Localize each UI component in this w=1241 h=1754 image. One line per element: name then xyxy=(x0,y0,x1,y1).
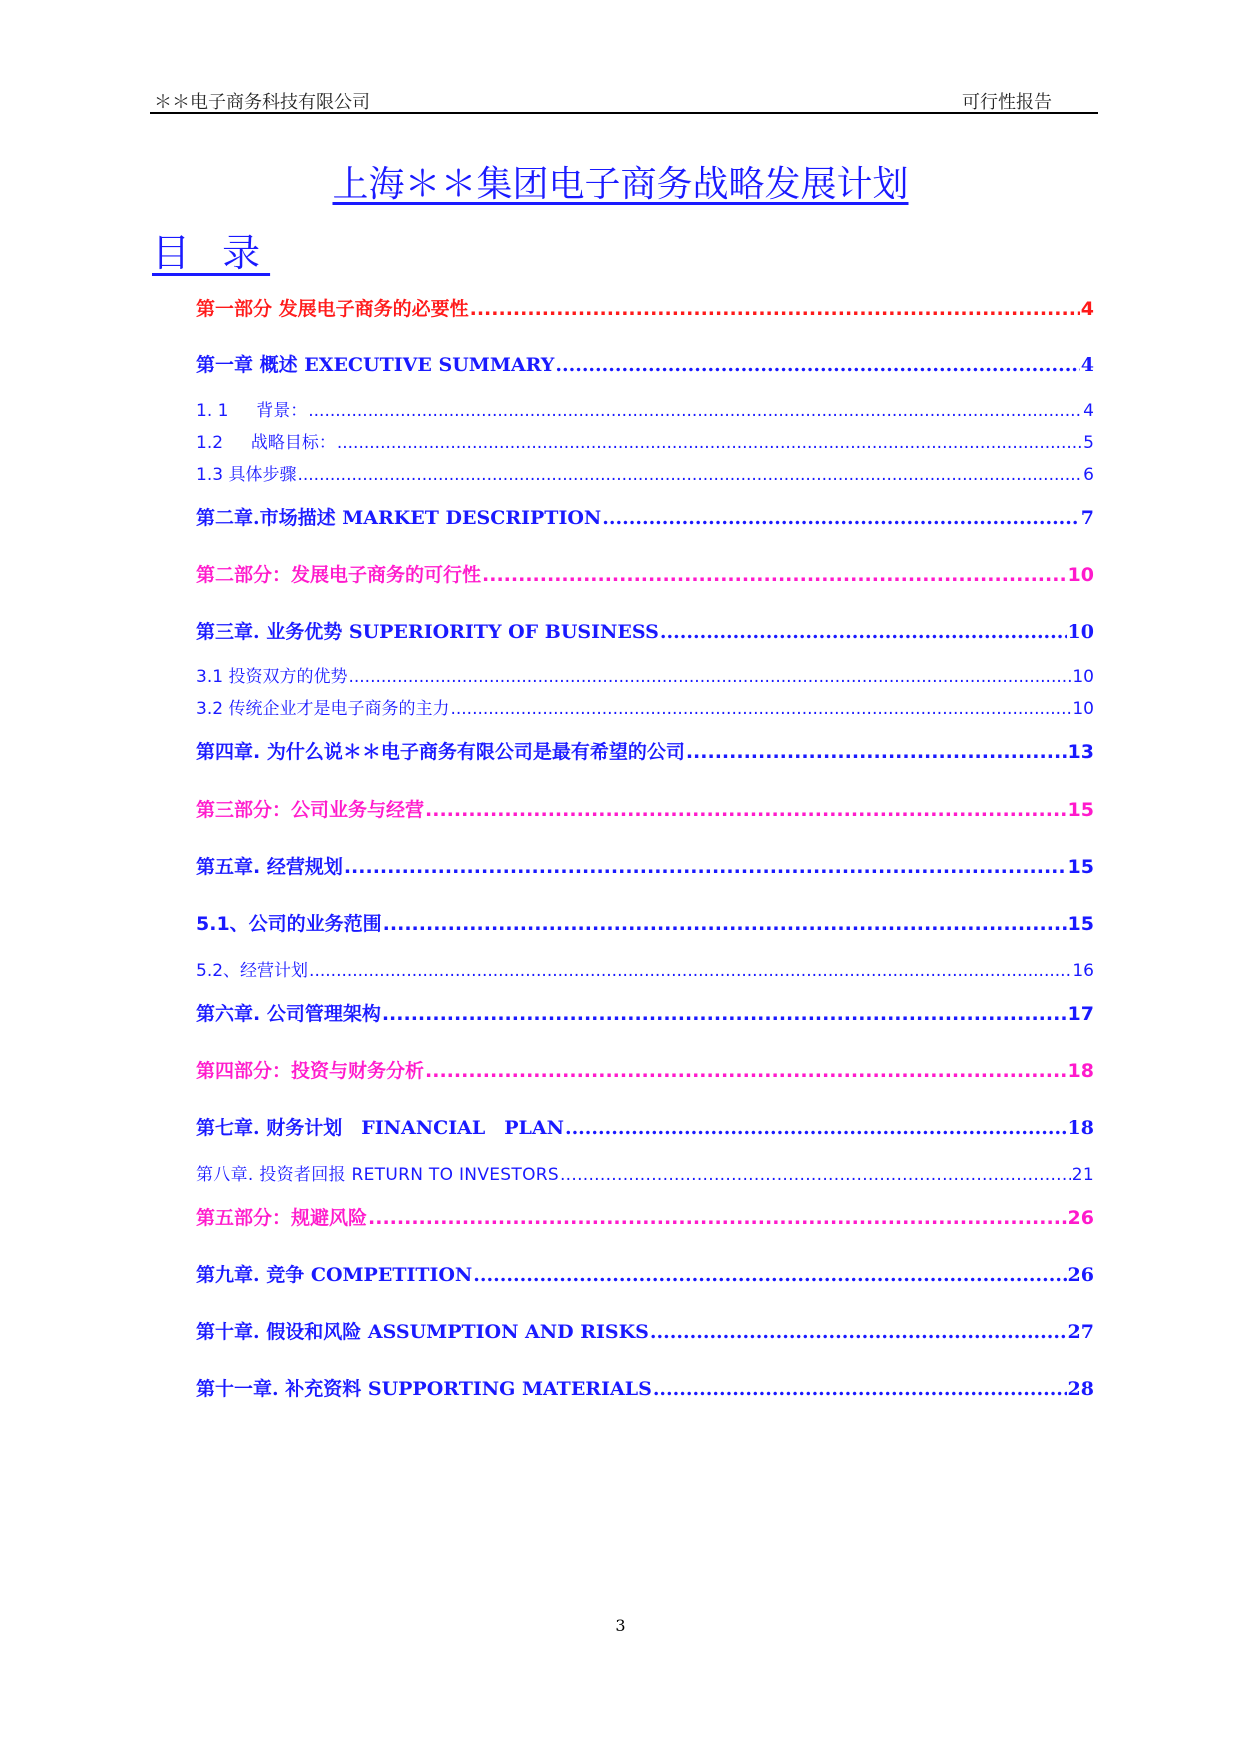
toc-leader xyxy=(473,1264,1066,1286)
toc-entry[interactable] xyxy=(196,1056,1094,1083)
toc-entry-text: 5.2、经营计划 xyxy=(196,961,309,981)
toc-entry[interactable] xyxy=(196,1260,1094,1287)
toc-entry-page: 15 xyxy=(1067,913,1094,935)
toc-leader xyxy=(470,298,1080,320)
toc-entry-page: 6 xyxy=(1083,465,1094,485)
toc-entry[interactable] xyxy=(196,617,1094,644)
toc-entry[interactable] xyxy=(196,909,1094,936)
toc-leader xyxy=(555,354,1079,376)
toc-leader xyxy=(425,799,1067,821)
toc-entry[interactable] xyxy=(196,503,1094,530)
toc-entry-page: 10 xyxy=(1067,621,1094,643)
toc-entry-text: 第四部分：投资与财务分析 xyxy=(196,1060,425,1082)
toc-leader xyxy=(297,465,1082,485)
toc-entry[interactable] xyxy=(196,460,1094,485)
toc-entry-page: 10 xyxy=(1072,667,1094,687)
toc-leader xyxy=(686,741,1067,763)
toc-leader xyxy=(337,433,1082,453)
toc-entry-page: 26 xyxy=(1067,1264,1094,1286)
toc-entry-page: 27 xyxy=(1067,1321,1094,1343)
toc-entry-text: 第七章. 财务计划 FINANCIAL PLAN xyxy=(196,1117,564,1139)
toc-entry[interactable] xyxy=(196,737,1094,764)
toc-entry-text: 第六章. 公司管理架构 xyxy=(196,1003,381,1025)
toc-entry[interactable] xyxy=(196,428,1094,453)
toc-entry-text: 3.1 投资双方的优势 xyxy=(196,667,348,687)
page-number: 3 xyxy=(615,1616,626,1635)
toc-entry[interactable] xyxy=(196,1203,1094,1230)
toc-leader xyxy=(382,1003,1067,1025)
toc-entry-page: 4 xyxy=(1080,298,1094,320)
toc-leader xyxy=(309,961,1071,981)
toc-entry-page: 16 xyxy=(1072,961,1094,981)
toc-entry-page: 26 xyxy=(1067,1207,1094,1229)
toc-entry[interactable] xyxy=(196,852,1094,879)
toc-entry-text: 3.2 传统企业才是电子商务的主力 xyxy=(196,699,450,719)
toc-entry-text: 第二部分：发展电子商务的可行性 xyxy=(196,564,482,586)
toc-entry[interactable] xyxy=(196,396,1094,421)
toc-entry-page: 18 xyxy=(1067,1117,1094,1139)
toc-entry-text: 第一章 概述 EXECUTIVE SUMMARY xyxy=(196,354,555,376)
toc-entry-text: 第三章. 业务优势 SUPERIORITY OF BUSINESS xyxy=(196,621,659,643)
toc-entry-page: 5 xyxy=(1083,433,1094,453)
toc-entry-text: 第十章. 假设和风险 ASSUMPTION AND RISKS xyxy=(196,1321,649,1343)
toc-entry[interactable] xyxy=(196,1160,1094,1185)
page-header xyxy=(150,88,1098,114)
toc-leader xyxy=(308,401,1082,421)
toc-entry-page: 18 xyxy=(1067,1060,1094,1082)
toc-entry-page: 17 xyxy=(1067,1003,1094,1025)
toc-entry-text: 1. 1 背景： xyxy=(196,401,308,421)
toc-entry-text: 第八章. 投资者回报 RETURN TO INVESTORS xyxy=(196,1165,559,1185)
toc-entry-text: 第三部分：公司业务与经营 xyxy=(196,799,425,821)
toc-heading[interactable]: 目 录 xyxy=(152,231,271,275)
toc-entry-text: 第十一章. 补充资料 SUPPORTING MATERIALS xyxy=(196,1378,652,1400)
toc-entry[interactable] xyxy=(196,1317,1094,1344)
toc-entry-page: 15 xyxy=(1067,799,1094,821)
toc-entry-text: 1.3 具体步骤 xyxy=(196,465,297,485)
toc-entry-text: 第二章.市场描述 MARKET DESCRIPTION xyxy=(196,507,602,529)
toc-entry-text: 第五部分：规避风险 xyxy=(196,1207,368,1229)
toc-leader xyxy=(565,1117,1067,1139)
toc-entry-page: 4 xyxy=(1080,354,1094,376)
toc-entry-text: 第五章. 经营规划 xyxy=(196,856,343,878)
toc-entry-text: 第四章. 为什么说＊＊电子商务有限公司是最有希望的公司 xyxy=(196,741,685,763)
toc-entry[interactable] xyxy=(196,694,1094,719)
toc-entry-text: 1.2 战略目标： xyxy=(196,433,336,453)
toc-entry-text: 第九章. 竞争 COMPETITION xyxy=(196,1264,473,1286)
toc-entry[interactable] xyxy=(196,999,1094,1026)
toc-entry-page: 13 xyxy=(1067,741,1094,763)
toc-entry[interactable] xyxy=(196,795,1094,822)
document-title[interactable]: 上海＊＊集团电子商务战略发展计划 xyxy=(332,164,909,205)
toc-entry-text: 第一部分 发展电子商务的必要性 xyxy=(196,298,469,320)
toc-entry[interactable] xyxy=(196,350,1094,377)
toc-leader xyxy=(560,1165,1071,1185)
toc-entry-page: 28 xyxy=(1067,1378,1094,1400)
toc-entry-text: 5.1、公司的业务范围 xyxy=(196,913,382,935)
toc-leader xyxy=(368,1207,1067,1229)
toc-entry-page: 10 xyxy=(1072,699,1094,719)
header-company: ＊＊电子商务科技有限公司 xyxy=(154,92,370,113)
toc-leader xyxy=(602,507,1080,529)
toc-entry-page: 21 xyxy=(1071,1165,1094,1185)
toc-entry-page: 15 xyxy=(1067,856,1094,878)
header-doc-type: 可行性报告 xyxy=(962,92,1052,113)
toc-leader xyxy=(650,1321,1067,1343)
toc-entry-page: 7 xyxy=(1080,507,1094,529)
toc-entry[interactable] xyxy=(196,294,1094,321)
toc-entry-page: 4 xyxy=(1083,401,1094,421)
toc-entry[interactable] xyxy=(196,560,1094,587)
toc-leader xyxy=(425,1060,1067,1082)
toc-leader xyxy=(653,1378,1067,1400)
toc-entry[interactable] xyxy=(196,956,1094,981)
toc-leader xyxy=(450,699,1071,719)
toc-leader xyxy=(660,621,1067,643)
toc-leader xyxy=(383,913,1067,935)
toc-entry[interactable] xyxy=(196,1113,1094,1140)
toc-leader xyxy=(344,856,1067,878)
toc-entry[interactable] xyxy=(196,1374,1094,1401)
toc-entry[interactable] xyxy=(196,662,1094,687)
toc-leader xyxy=(348,667,1071,687)
toc-leader xyxy=(482,564,1067,586)
toc-entry-page: 10 xyxy=(1067,564,1094,586)
